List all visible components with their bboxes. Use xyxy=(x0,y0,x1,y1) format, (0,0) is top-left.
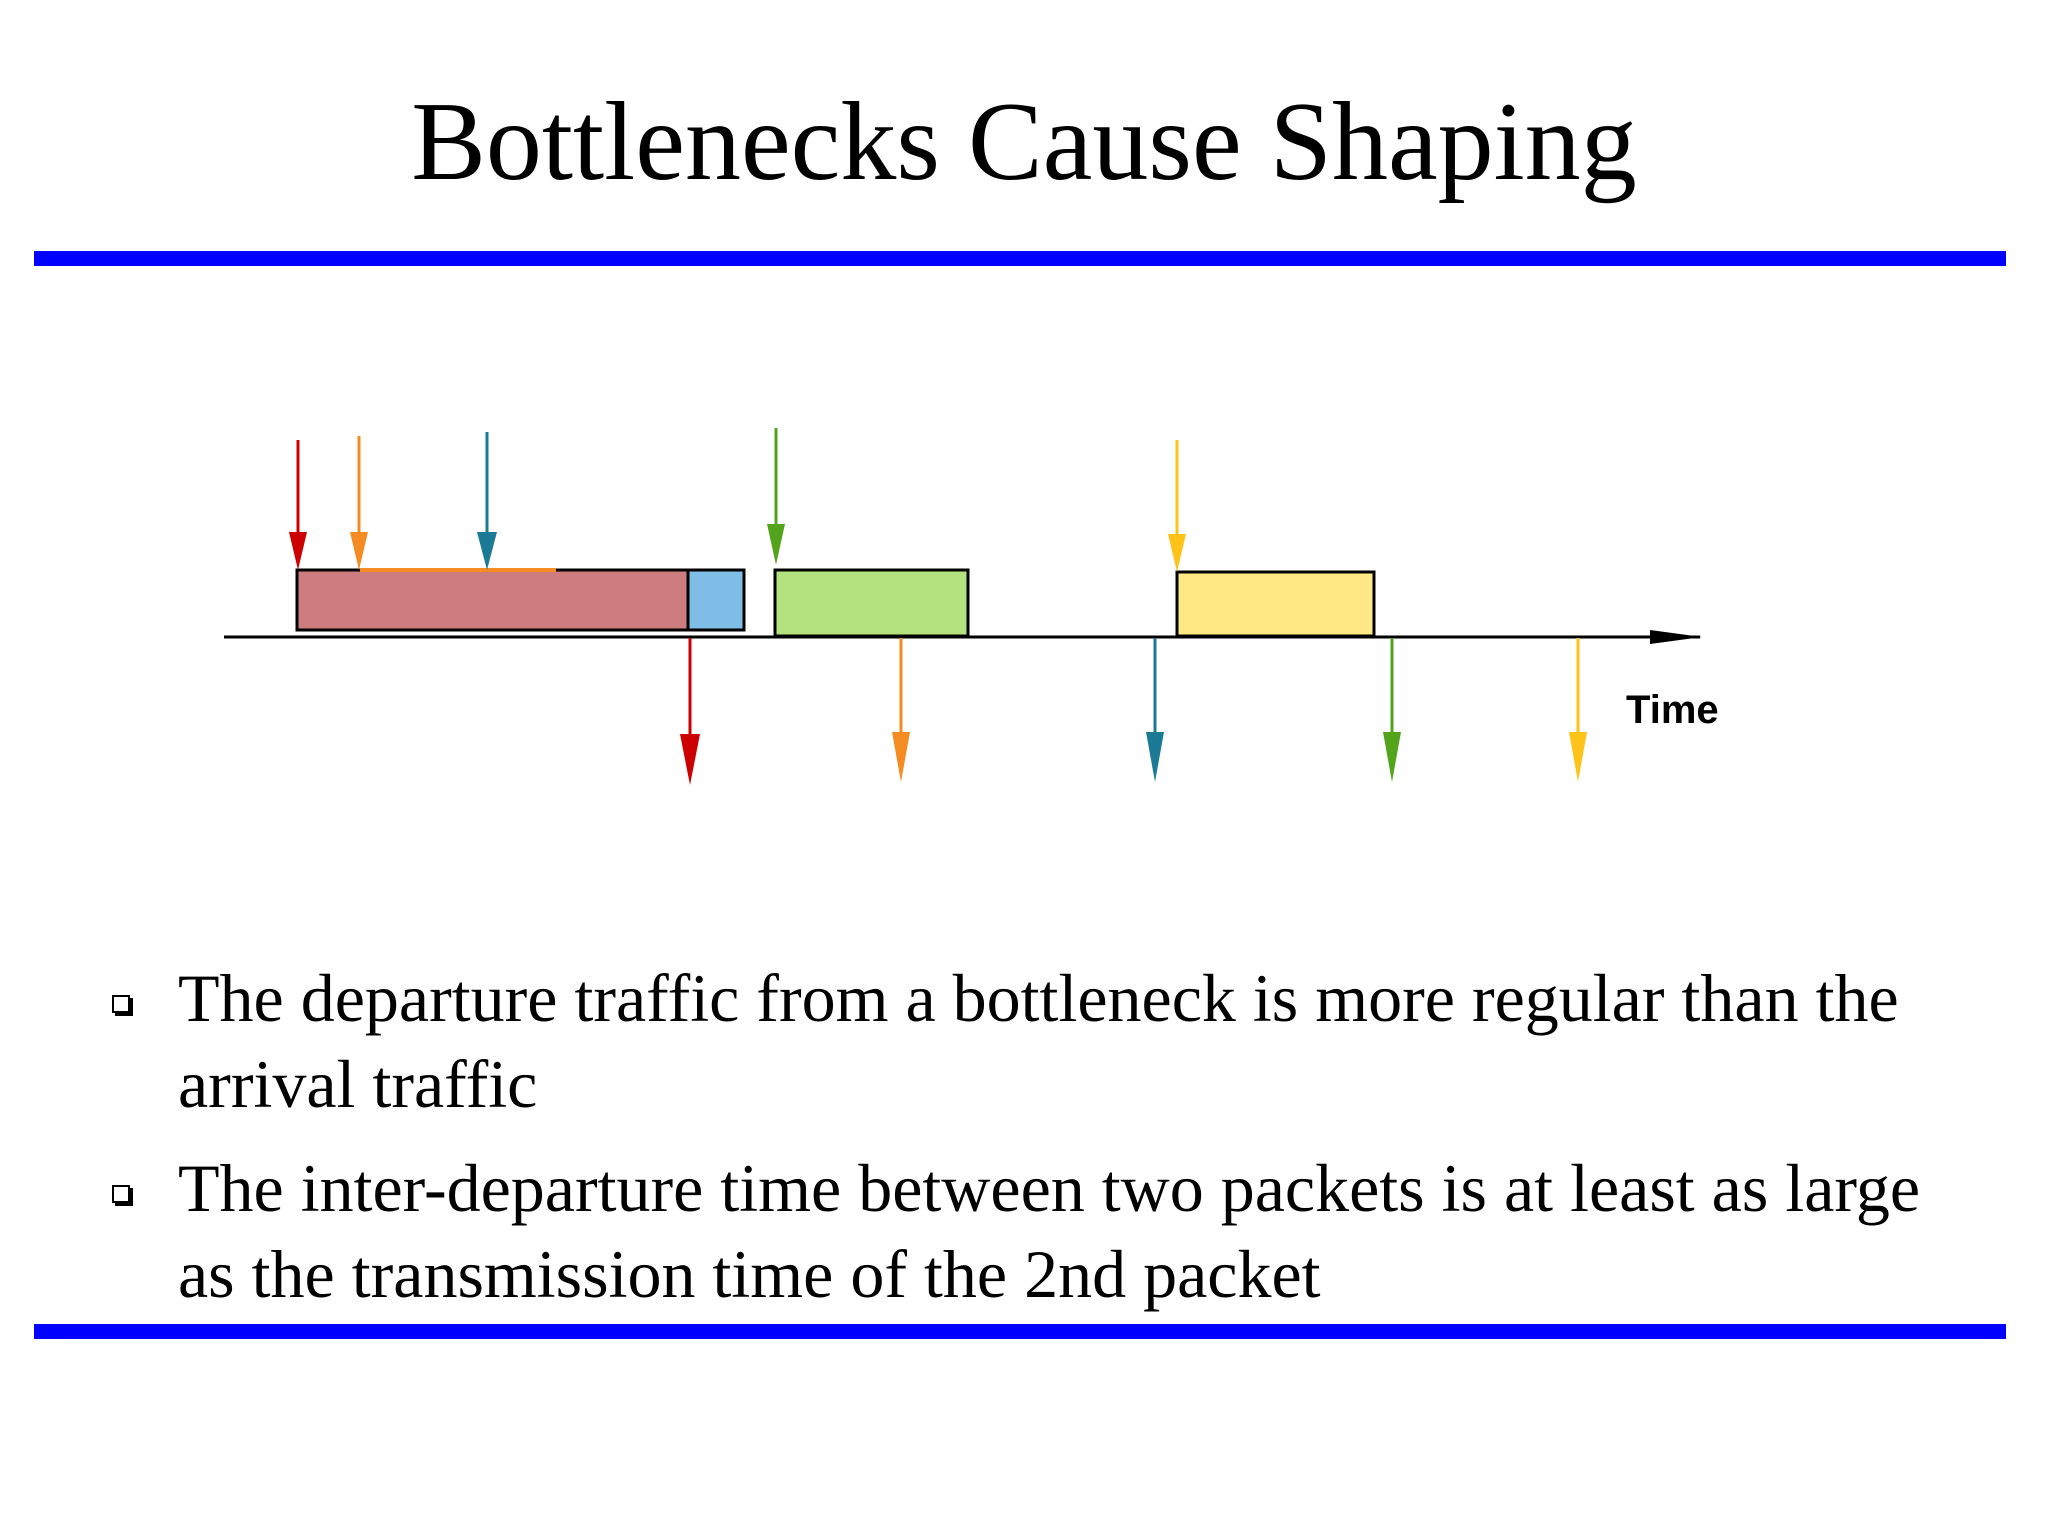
checkbox-bullet-icon xyxy=(112,995,130,1013)
title-divider xyxy=(34,251,2006,266)
arrival-arrow-yellow xyxy=(1168,440,1186,572)
packet-yellow-block xyxy=(1177,572,1374,636)
time-axis-arrowhead xyxy=(1650,630,1702,644)
bullet-item xyxy=(104,955,1964,1127)
arrival-arrow-blue xyxy=(477,432,497,570)
footer-divider xyxy=(34,1324,2006,1339)
departure-arrow-blue xyxy=(1146,638,1164,782)
arrival-arrow-orange xyxy=(350,436,368,570)
time-axis-label: Time xyxy=(1626,688,1719,732)
departure-arrow-red xyxy=(680,638,700,785)
packet-blue-block xyxy=(688,570,744,630)
departure-arrow-green xyxy=(1383,638,1401,782)
slide-title: Bottlenecks Cause Shaping xyxy=(411,80,1637,204)
arrival-arrow-red xyxy=(289,440,307,570)
bullet-text: The departure traffic from a bottleneck is more regular than the arrival traffic xyxy=(178,960,1899,1122)
bullet-text: The inter-departure time between two packets is at least as large as the transmission time of the 2nd packet xyxy=(178,1150,1921,1312)
departure-arrow-orange xyxy=(892,638,910,782)
arrival-arrow-green xyxy=(767,428,785,565)
bullet-item xyxy=(104,1145,1964,1317)
packet-green-block xyxy=(775,570,968,636)
departure-arrow-yellow xyxy=(1569,638,1587,782)
bullet-list xyxy=(104,955,1964,1335)
timeline-svg xyxy=(0,420,2048,820)
checkbox-bullet-icon xyxy=(112,1185,130,1203)
shaping-diagram xyxy=(0,420,2048,820)
packet-red-block xyxy=(297,570,688,630)
